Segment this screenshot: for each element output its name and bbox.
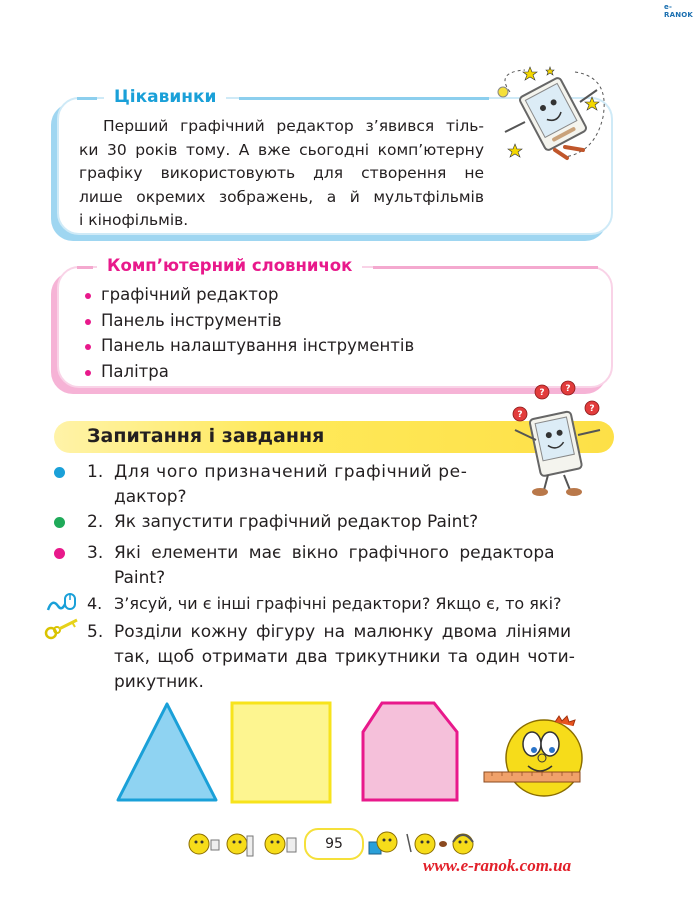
question-text: дактор? (114, 487, 187, 507)
glossary-item (85, 333, 414, 359)
question-item (87, 620, 617, 695)
question-text: Для чого призначений графічний ре- (114, 462, 468, 482)
fun-facts-line: графіку використовують для створення не (79, 164, 484, 182)
question-item (87, 541, 615, 591)
glossary-title: Комп’ютерний словничок (97, 256, 362, 275)
bullet-icon (85, 344, 91, 350)
fun-facts-line: ки 30 років тому. А вже сьогодні комп’ютерну (79, 140, 484, 159)
glossary-item (85, 282, 414, 308)
question-number: 5. (87, 622, 104, 642)
question-text: рикутник. (114, 672, 204, 692)
bullet-icon (85, 293, 91, 299)
question-item (87, 460, 487, 510)
glossary-item-label: Панель налаштування інструментів (101, 336, 415, 355)
glossary-item (85, 308, 414, 334)
question-item (87, 591, 617, 616)
title-rule-right (239, 97, 489, 100)
page-number: 95 (304, 828, 364, 860)
question-text: Як запустити графічний редактор Paint? (114, 512, 479, 532)
fun-facts-line: лише окремих зображень, а й мультфільмів (79, 187, 484, 206)
footer-characters-left (183, 826, 303, 862)
fun-facts-line: і кінофільмів. (79, 211, 189, 229)
questions-title: Запитання і завдання (87, 425, 325, 447)
blue-dot-icon (54, 467, 65, 478)
question-text: З’ясуй, чи є інші графічні редактори? Якщо є, то які? (114, 594, 562, 613)
question-text: так, щоб отримати два трикутники та один чоти- (114, 647, 575, 667)
publisher-logo: e-RANOK (664, 3, 694, 19)
question-number: 2. (87, 512, 104, 532)
question-text: Розділи кожну фігуру на малюнку двома лініями (114, 622, 572, 642)
fun-facts-title: Цікавинки (104, 87, 226, 107)
website-link[interactable]: www.e-ranok.com.ua (423, 856, 572, 875)
svg-text:?: ? (517, 410, 523, 420)
question-text: Paint? (114, 568, 166, 588)
question-number: 1. (87, 462, 104, 482)
tablet-character-illustration (485, 62, 620, 162)
glossary-box (57, 256, 613, 388)
glossary-item (85, 359, 414, 385)
fun-facts-text (79, 115, 484, 233)
fun-facts-line: Перший графічний редактор з’явився тіль- (103, 117, 484, 135)
bullet-icon (85, 319, 91, 325)
svg-text:?: ? (589, 404, 595, 414)
green-dot-icon (54, 517, 65, 528)
key-icon (44, 618, 80, 640)
square-shape (230, 700, 334, 806)
pink-dot-icon (54, 548, 65, 559)
triangle-shape (115, 700, 220, 805)
question-number: 3. (87, 543, 104, 563)
question-item (87, 510, 607, 535)
juggling-tablet-illustration (500, 380, 610, 500)
glossary-item-label: Палітра (101, 361, 169, 381)
title-rule-left (77, 266, 93, 269)
title-rule-left (77, 97, 97, 100)
pentagon-shape (360, 700, 462, 804)
svg-text:?: ? (565, 384, 571, 394)
question-number: 4. (87, 594, 103, 613)
glossary-list (85, 282, 414, 384)
title-rule-right (373, 266, 598, 269)
glossary-item-label: Панель інструментів (101, 310, 282, 330)
glossary-item-label: графічний редактор (101, 285, 279, 304)
smiley-ruler-illustration (480, 710, 590, 810)
question-text: Які елементи має вікно графічного редактора (114, 543, 555, 563)
svg-text:?: ? (539, 388, 545, 398)
mouse-icon (46, 592, 78, 614)
bullet-icon (85, 370, 91, 376)
